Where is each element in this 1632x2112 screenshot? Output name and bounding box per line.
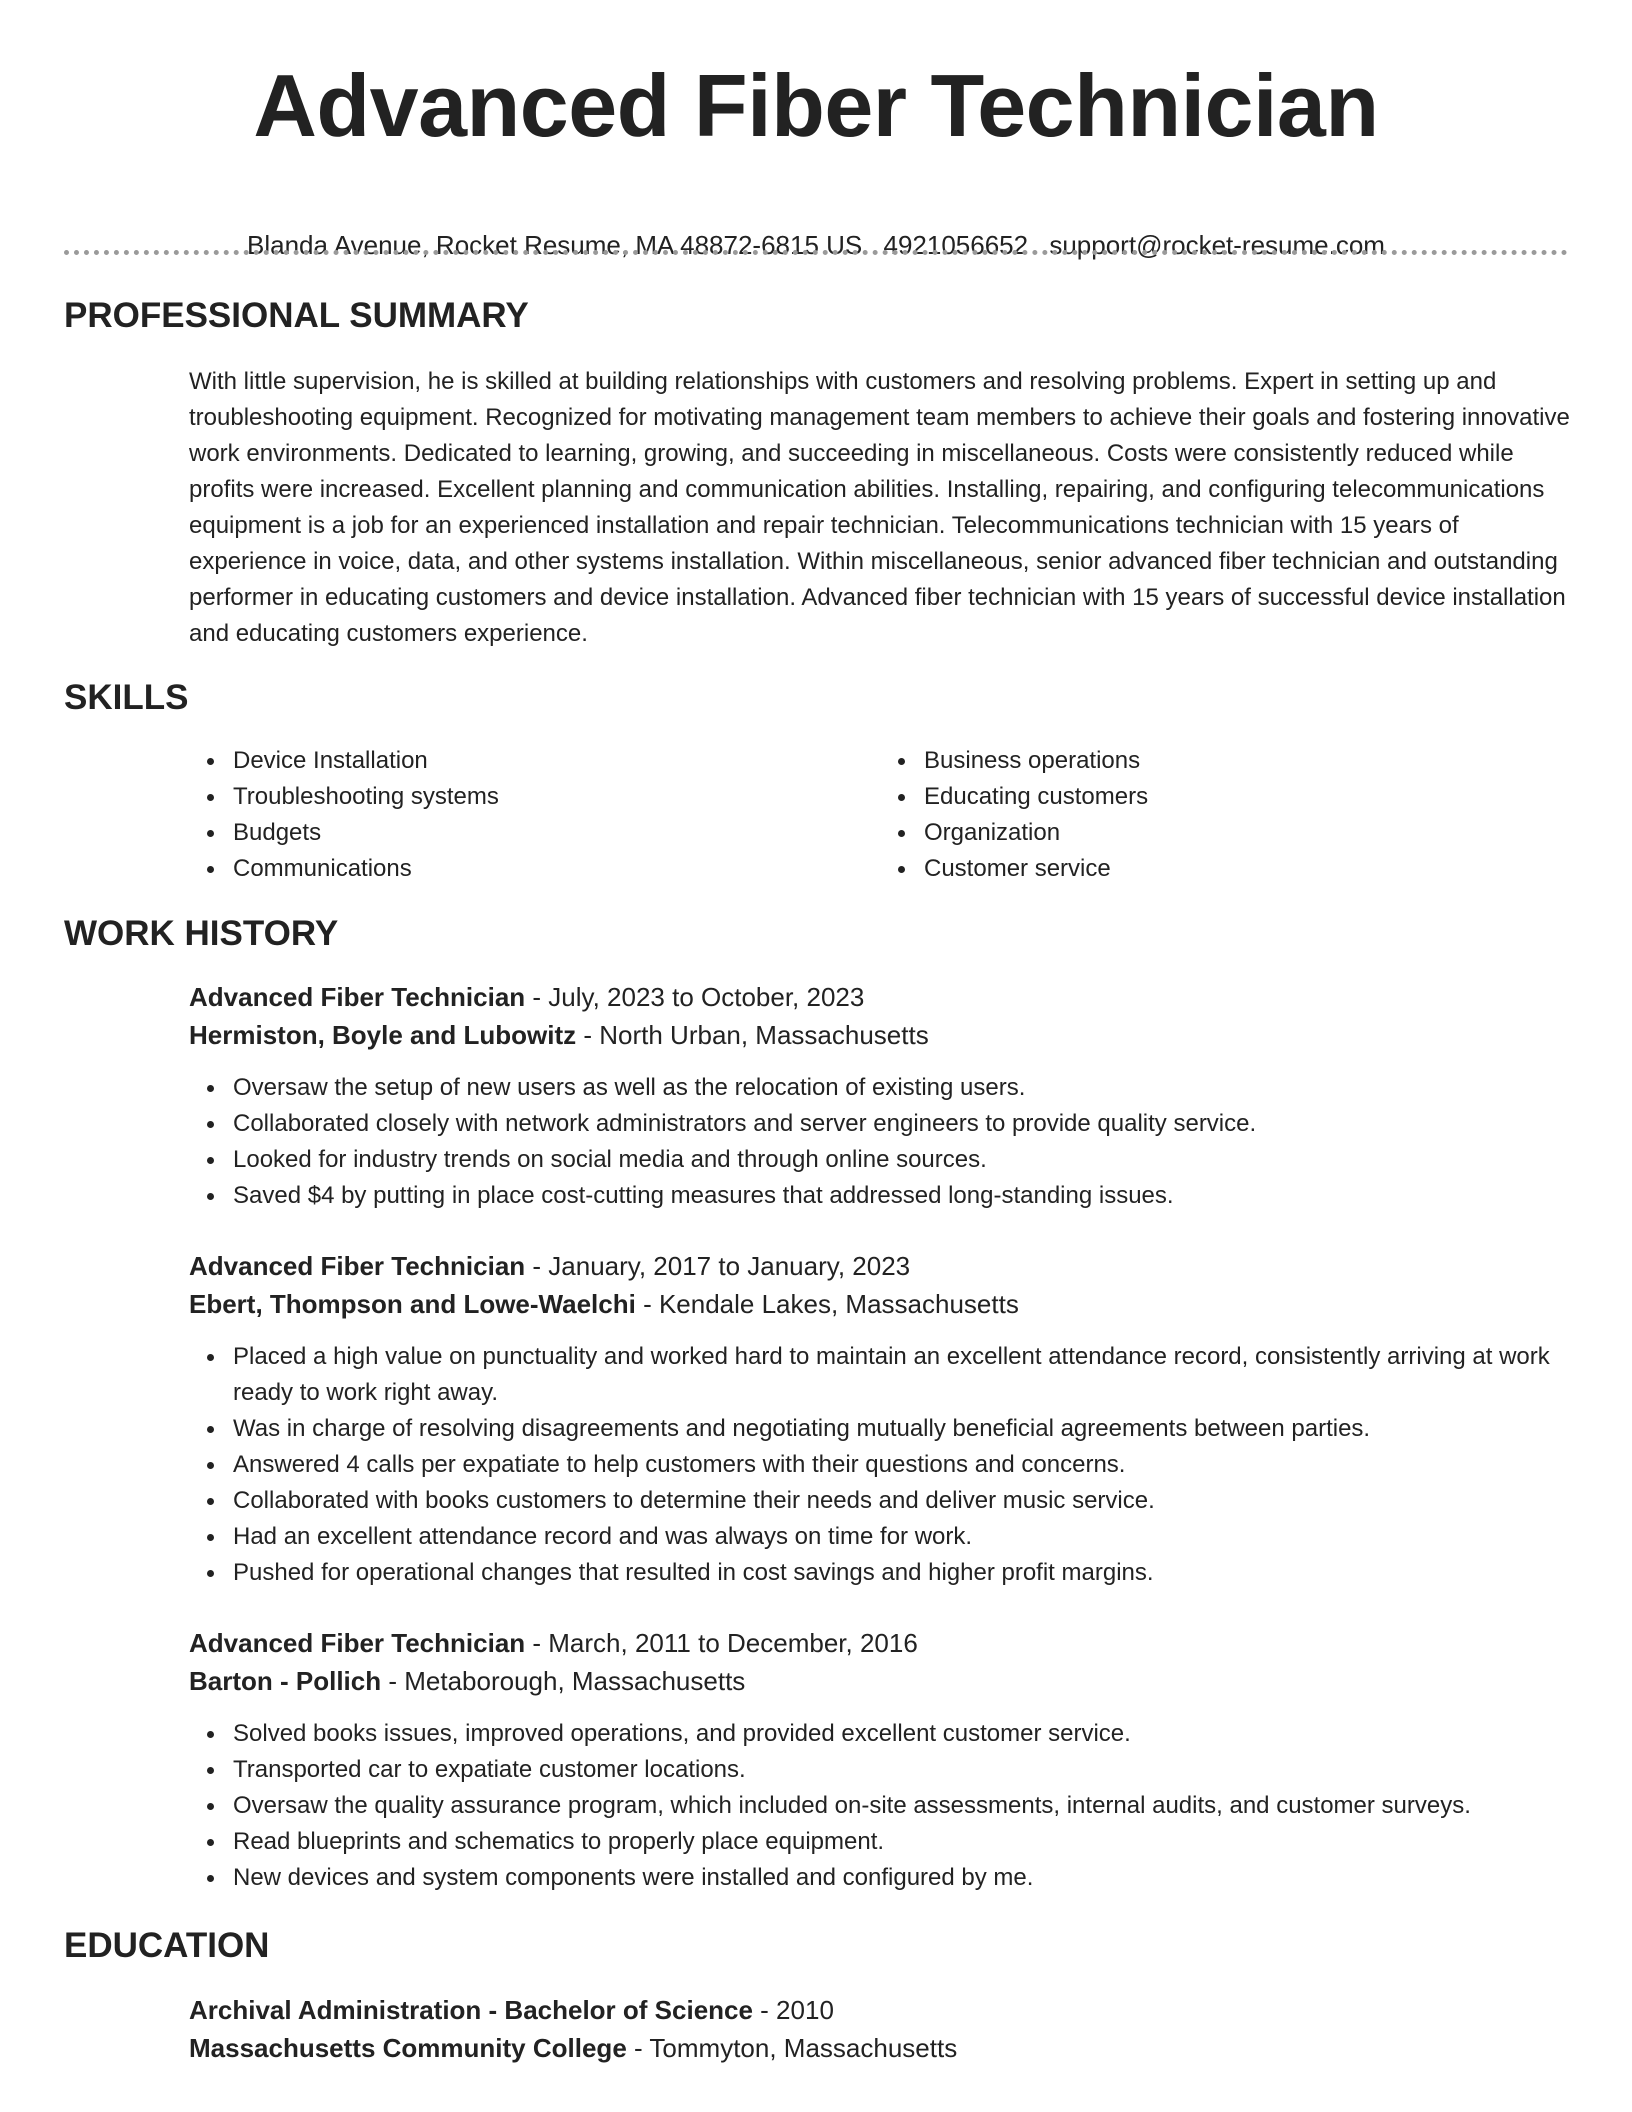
job-entry — [189, 1247, 1571, 1323]
job-duty: Collaborated with books customers to determine their needs and deliver music service. — [233, 1483, 1571, 1519]
skills-list-right — [880, 743, 1571, 887]
skill-item: Organization — [924, 815, 1571, 851]
header-divider — [64, 250, 1568, 255]
job-dates: - January, 2017 to January, 2023 — [525, 1251, 911, 1281]
skill-item: Communications — [233, 851, 880, 887]
education-entry — [189, 1991, 1571, 2067]
job-duties-list — [189, 1339, 1571, 1591]
job-title-line — [189, 1247, 1571, 1285]
skill-item: Troubleshooting systems — [233, 779, 880, 815]
job-duty: Oversaw the quality assurance program, which included on-site assessments, internal audits, and customer surveys. — [233, 1788, 1571, 1824]
job-entry — [189, 1624, 1571, 1700]
job-company-line — [189, 1285, 1571, 1323]
job-duty: Placed a high value on punctuality and worked hard to maintain an excellent attendance record, consistently arriving at work ready to work right away. — [233, 1339, 1571, 1411]
job-duty: Saved $4 by putting in place cost-cutting measures that addressed long-standing issues. — [233, 1178, 1571, 1214]
contact-line — [0, 230, 1632, 260]
job-role: Advanced Fiber Technician — [189, 982, 526, 1012]
job-title-line — [189, 1624, 1571, 1662]
job-bullets — [189, 1716, 1571, 1896]
contact-email: support@rocket-resume.com — [1049, 230, 1385, 260]
resume-header — [0, 56, 1632, 260]
skills-list-left — [189, 743, 880, 887]
job-location: - Metaborough, Massachusetts — [381, 1666, 746, 1696]
job-dates: - July, 2023 to October, 2023 — [525, 982, 865, 1012]
work-history-heading: WORK HISTORY — [64, 914, 339, 953]
skill-item: Customer service — [924, 851, 1571, 887]
school-line — [189, 2029, 1571, 2067]
job-company: Hermiston, Boyle and Lubowitz — [189, 1020, 577, 1050]
job-company-line — [189, 1662, 1571, 1700]
summary-section — [189, 364, 1571, 652]
contact-address: Blanda Avenue, Rocket Resume, MA 48872-6815 US — [247, 230, 863, 260]
job-duties-list — [189, 1716, 1571, 1896]
job-bullets — [189, 1339, 1571, 1591]
school-name: Massachusetts Community College — [189, 2033, 627, 2063]
graduation-year: - 2010 — [752, 1995, 834, 2025]
candidate-name: Advanced Fiber Technician — [253, 56, 1379, 155]
job-company: Barton - Pollich — [189, 1666, 382, 1696]
job-location: - Kendale Lakes, Massachusetts — [635, 1289, 1019, 1319]
job-title-line — [189, 978, 1571, 1016]
job-duty: Looked for industry trends on social media and through online sources. — [233, 1142, 1571, 1178]
summary-heading: PROFESSIONAL SUMMARY — [64, 296, 529, 335]
job-duty: Answered 4 calls per expatiate to help customers with their questions and concerns. — [233, 1447, 1571, 1483]
job-duty: Transported car to expatiate customer locations. — [233, 1752, 1571, 1788]
job-duty: Had an excellent attendance record and was always on time for work. — [233, 1519, 1571, 1555]
job-duty: Read blueprints and schematics to properly place equipment. — [233, 1824, 1571, 1860]
job-role: Advanced Fiber Technician — [189, 1628, 526, 1658]
job-duty: Oversaw the setup of new users as well as the relocation of existing users. — [233, 1070, 1571, 1106]
skill-item: Business operations — [924, 743, 1571, 779]
skill-item: Educating customers — [924, 779, 1571, 815]
job-dates: - March, 2011 to December, 2016 — [525, 1628, 918, 1658]
job-duty: Pushed for operational changes that resulted in cost savings and higher profit margins. — [233, 1555, 1571, 1591]
job-duties-list — [189, 1070, 1571, 1214]
job-company-line — [189, 1016, 1571, 1054]
job-bullets — [189, 1070, 1571, 1214]
contact-phone: 4921056652 — [883, 230, 1029, 260]
job-duty: New devices and system components were installed and configured by me. — [233, 1860, 1571, 1896]
job-duty: Was in charge of resolving disagreements and negotiating mutually beneficial agreements between parties. — [233, 1411, 1571, 1447]
education-heading: EDUCATION — [64, 1926, 270, 1965]
summary-text: With little supervision, he is skilled at building relationships with customers and resolving problems. Expert in setting up and troubleshooting equipment. Recognized for motivating management team members to achieve their goals and fostering innovative work environments. Dedicated to learning, growing, and succeeding in miscellaneous. Costs were consistently reduced while profits were increased. Excellent planning and communication abilities. Installing, repairing, and configuring telecommunications equipment is a job for an experienced installation and repair technician. Telecommunications technician with 15 years of experience in voice, data, and other systems installation. Within miscellaneous, senior advanced fiber technician and outstanding performer in educating customers and device installation. Advanced fiber technician with 15 years of successful device installation and educating customers experience. — [189, 368, 1570, 647]
job-location: - North Urban, Massachusetts — [576, 1020, 929, 1050]
skills-heading: SKILLS — [64, 678, 189, 717]
job-role: Advanced Fiber Technician — [189, 1251, 526, 1281]
skill-item: Device Installation — [233, 743, 880, 779]
job-duty: Solved books issues, improved operations, and provided excellent customer service. — [233, 1716, 1571, 1752]
school-location: - Tommyton, Massachusetts — [626, 2033, 958, 2063]
job-company: Ebert, Thompson and Lowe-Waelchi — [189, 1289, 636, 1319]
degree-line — [189, 1991, 1571, 2029]
job-duty: Collaborated closely with network administrators and server engineers to provide quality service. — [233, 1106, 1571, 1142]
skills-section — [189, 743, 1571, 887]
skill-item: Budgets — [233, 815, 880, 851]
degree: Archival Administration - Bachelor of Science — [189, 1995, 753, 2025]
job-entry — [189, 978, 1571, 1054]
